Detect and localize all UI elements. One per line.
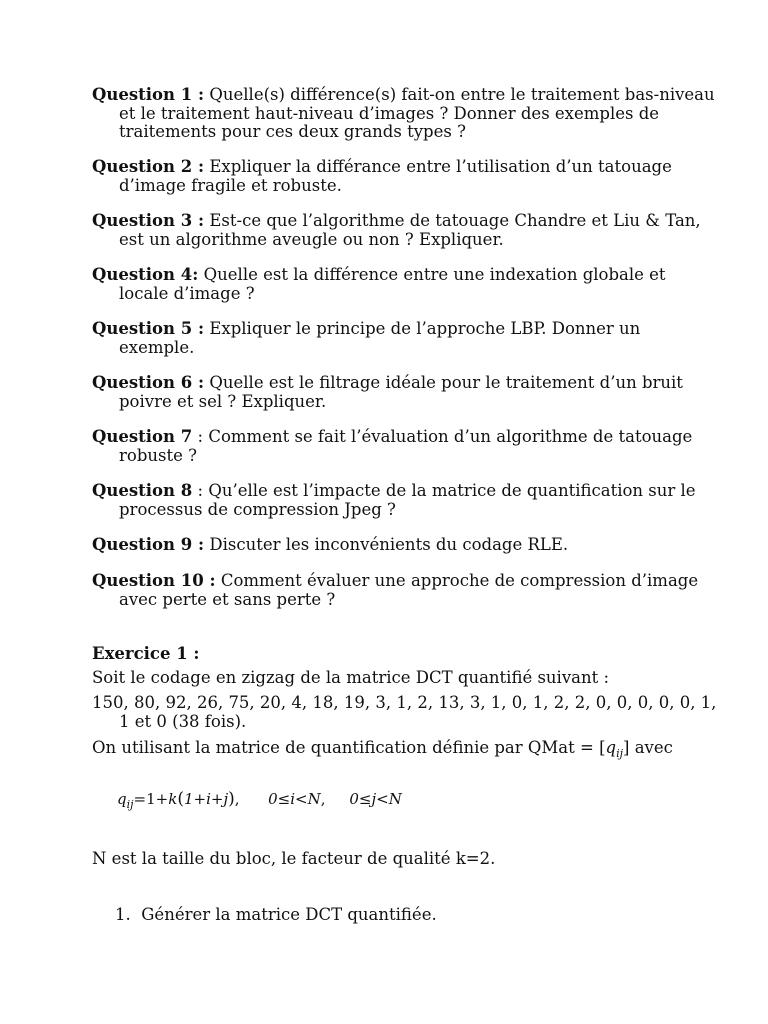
question-6 (92, 374, 719, 411)
question-1 (92, 86, 719, 142)
zigzag-sequence: 150, 80, 92, 26, 75, 20, 4, 18, 19, 3, 1, 2, 13, 3, 1, 0, 1, 2, 2, 0, 0, 0, 0, 0, 1, 1 et 0 (38 fois). (92, 693, 717, 731)
quantization-close: ] avec (623, 738, 673, 757)
question-4 (92, 266, 719, 303)
exercise-intro: Soit le codage en zigzag de la matrice DCT quantifié suivant : (92, 668, 610, 687)
question-text: Expliquer le principe de l’approche LBP. Donner un exemple. (119, 319, 641, 357)
task-number: 1. (115, 905, 131, 924)
question-text: : Comment se fait l’évaluation d’un algorithme de tatouage robuste ? (119, 427, 693, 465)
question-9 (92, 536, 719, 555)
question-text: Est-ce que l’algorithme de tatouage Chandre et Liu & Tan, est un algorithme aveugle ou non ? Expliquer. (119, 211, 701, 249)
question-label: Question 1 : (92, 85, 205, 104)
question-label: Question 4: (92, 265, 199, 284)
quantization-text: On utilisant la matrice de quantification définie par QMat = [ (92, 738, 606, 757)
question-3 (92, 212, 719, 249)
question-text: Quelle est le filtrage idéale pour le traitement d’un bruit poivre et sel ? Expliquer. (119, 373, 683, 411)
question-7 (92, 428, 719, 465)
question-text: Quelle(s) différence(s) fait-on entre le traitement bas-niveau et le traitement haut-niveau d’images ? Donner des exemples de traitements pour ces deux grands types ? (119, 85, 715, 141)
task-1 (115, 906, 675, 925)
question-5 (92, 320, 719, 357)
quantization-sentence (92, 739, 719, 758)
question-text: Comment évaluer une approche de compression d’image avec perte et sans perte ? (119, 571, 699, 609)
question-label: Question 6 : (92, 373, 205, 392)
question-label: Question 2 : (92, 157, 205, 176)
question-label: Question 9 : (92, 535, 205, 554)
question-label: Question 5 : (92, 319, 205, 338)
exercise-title: Exercice 1 : (92, 644, 200, 663)
question-8 (92, 482, 719, 519)
question-2 (92, 158, 719, 195)
question-text: Expliquer la différance entre l’utilisation d’un tatouage d’image fragile et robuste. (119, 157, 672, 195)
question-10 (92, 572, 719, 609)
quantization-formula: $q_{ij}=1+k(1+i+j)$, 0≤i<N, 0≤j<N (117, 789, 402, 811)
question-label: Question 8 (92, 481, 193, 500)
block-size-note: N est la taille du bloc, le facteur de qualité k=2. (92, 849, 496, 868)
question-text: Discuter les inconvénients du codage RLE. (204, 535, 569, 554)
question-label: Question 3 : (92, 211, 205, 230)
task-text: Générer la matrice DCT quantifiée. (141, 905, 437, 924)
question-text: : Qu’elle est l’impacte de la matrice de quantification sur le processus de compression Jpeg ? (119, 481, 696, 519)
question-label: Question 7 (92, 427, 193, 446)
question-text: Quelle est la différence entre une indexation globale et locale d’image ? (119, 265, 666, 303)
question-label: Question 10 : (92, 571, 216, 590)
qij-symbol: $q_{ij}$ (605, 738, 624, 760)
